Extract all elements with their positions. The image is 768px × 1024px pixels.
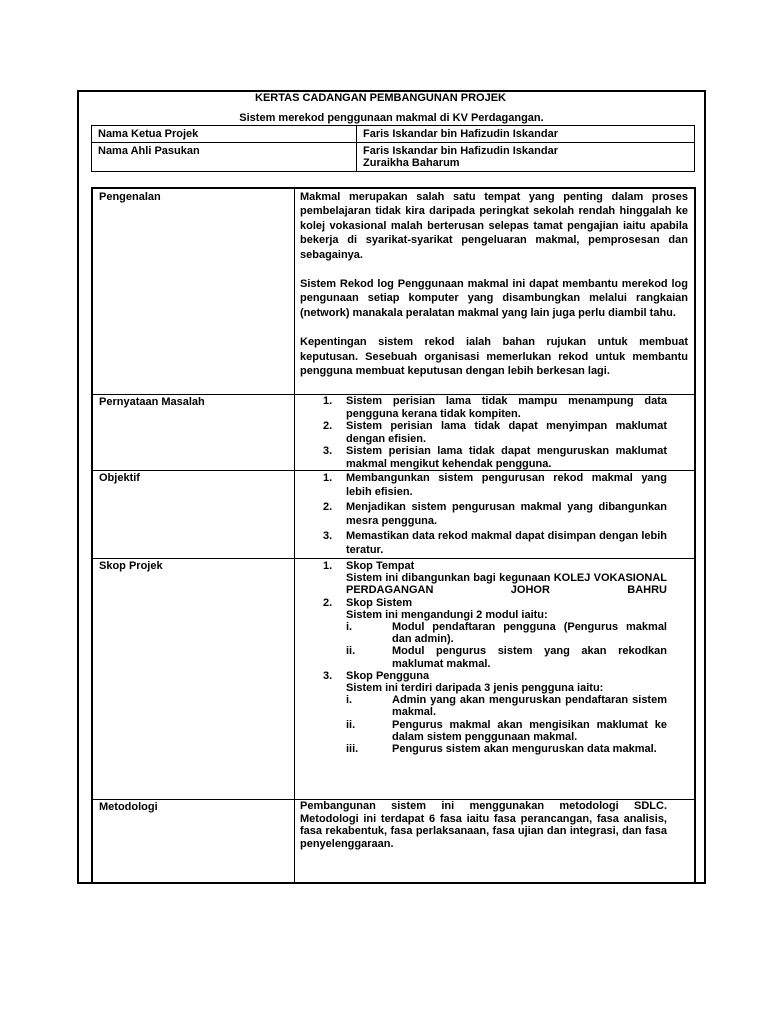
problem-list xyxy=(300,395,667,471)
ahli-label: Nama Ahli Pasukan xyxy=(92,143,357,172)
objektif-label: Objektif xyxy=(99,472,140,484)
ketua-value: Faris Iskandar bin Hafizudin Iskandar xyxy=(357,126,695,143)
sub-list-item: iii. Pengurus sistem akan menguruskan data makmal. xyxy=(346,743,657,756)
table-row xyxy=(92,126,695,143)
scope-title: Skop Pengguna xyxy=(346,669,430,682)
scope-description: Sistem ini dibangunkan bagi kegunaan KOLEJ VOKASIONAL PERDAGANGAN JOHOR BAHRU xyxy=(346,572,667,597)
ahli-name: Faris Iskandar bin Hafizudin Iskandar xyxy=(363,145,558,157)
table-row xyxy=(92,143,695,172)
scope-sublist xyxy=(346,621,667,670)
list-item: 1. Skop Tempat Sistem ini dibangunkan bagi kegunaan KOLEJ VOKASIONAL PERDAGANGAN JOHOR BAHRU xyxy=(323,560,667,597)
objektif-content xyxy=(300,471,667,557)
column-divider xyxy=(294,189,295,882)
team-table xyxy=(91,125,695,172)
row-divider xyxy=(93,558,694,559)
sub-list-item: ii. Modul pengurus sistem yang akan rekodkan maklumat makmal. xyxy=(346,645,667,670)
list-item: 1. Membangunkan sistem pengurusan rekod makmal yang lebih efisien. xyxy=(323,472,667,499)
document-title: KERTAS CADANGAN PEMBANGUNAN PROJEK xyxy=(255,92,506,104)
list-item: 3. Memastikan data rekod makmal dapat disimpan dengan lebih teratur. xyxy=(323,529,667,557)
scope-list xyxy=(300,560,667,755)
skop-content xyxy=(300,560,667,755)
metodologi-label: Metodologi xyxy=(99,801,158,813)
sub-list-item: i. Modul pendaftaran pengguna (Pengurus makmal dan admin). xyxy=(346,621,667,646)
pengenalan-paragraph: Kepentingan sistem rekod ialah bahan rujukan untuk membuat keputusan. Sesebuah organisasi memerlukan rekod untuk membantu pengguna membuat keputusan dengan lebih berkesan lagi. xyxy=(300,336,688,378)
scope-title: Skop Sistem xyxy=(346,596,413,609)
scope-description: Sistem ini terdiri daripada 3 jenis pengguna iaitu: xyxy=(346,682,604,695)
sub-list-item: i. Admin yang akan menguruskan pendaftaran sistem makmal. xyxy=(346,694,667,719)
pengenalan-paragraph: Makmal merupakan salah satu tempat yang penting dalam proses pembelajaran tidak kira daripada peringkat sekolah rendah hinggalah ke kolej vokasional malah berterusan selepas tamat pengajian iaitu apabila bekerja di syarikat-syarikat pengeluaran makmal, pemprosesan dan sebagainya. xyxy=(300,191,688,261)
ahli-name: Zuraikha Baharum xyxy=(363,157,460,169)
metodologi-content: Pembangunan sistem ini menggunakan metodologi SDLC. Metodologi ini terdapat 6 fasa iaitu fasa perancangan, fasa analisis, fasa rekabentuk, fasa perlaksanaan, fasa ujian dan integrasi, dan fasa penyelenggaraan. xyxy=(300,800,667,850)
list-item: 3. Sistem perisian lama tidak dapat menguruskan maklumat makmal mengikut kehendak pengguna. xyxy=(323,445,667,470)
list-item: 2. Menjadikan sistem pengurusan makmal yang dibangunkan mesra pengguna. xyxy=(323,500,667,528)
list-item: 2. Skop Sistem Sistem ini mengandungi 2 modul iaitu: i. Modul pendaftaran pengguna (Pengurus makmal dan admin). ii. Modul pengurus sistem yang akan rekodkan maklumat makmal. xyxy=(323,596,667,670)
scope-description: Sistem ini mengandungi 2 modul iaitu: xyxy=(346,608,548,621)
scope-title: Skop Tempat xyxy=(346,560,415,572)
ketua-label: Nama Ketua Projek xyxy=(92,126,357,143)
pengenalan-label: Pengenalan xyxy=(99,191,161,203)
list-item: 1. Sistem perisian lama tidak mampu menampung data pengguna kerana tidak kompiten. xyxy=(323,395,667,420)
document-subtitle: Sistem merekod penggunaan makmal di KV Perdagangan. xyxy=(239,112,544,124)
skop-label: Skop Projek xyxy=(99,560,163,572)
proposal-table xyxy=(91,187,696,884)
sub-list-item: ii. Pengurus makmal akan mengisikan maklumat ke dalam sistem penggunaan makmal. xyxy=(346,718,667,743)
ahli-values xyxy=(357,143,695,172)
pengenalan-content xyxy=(300,190,688,378)
list-item: 2. Sistem perisian lama tidak dapat menyimpan maklumat dengan efisien. xyxy=(323,420,667,445)
pengenalan-paragraph: Sistem Rekod log Penggunaan makmal ini dapat membantu merekod log pengunaan setiap komputer yang disambungkan melalui rangkaian (network) manakala peralatan makmal yang lain juga perlu diambil tahu. xyxy=(300,278,688,319)
scope-sublist xyxy=(346,694,667,755)
pernyataan-content xyxy=(300,395,667,471)
list-item: 3. Skop Pengguna Sistem ini terdiri daripada 3 jenis pengguna iaitu: i. Admin yang akan menguruskan pendaftaran sistem makmal. ii. Pengurus makmal akan mengisikan maklumat ke dalam sistem penggunaan makmal. iii. Pengurus sistem akan menguruskan data makmal. xyxy=(323,669,667,756)
objective-list xyxy=(300,471,667,557)
pernyataan-label: Pernyataan Masalah xyxy=(99,396,205,408)
